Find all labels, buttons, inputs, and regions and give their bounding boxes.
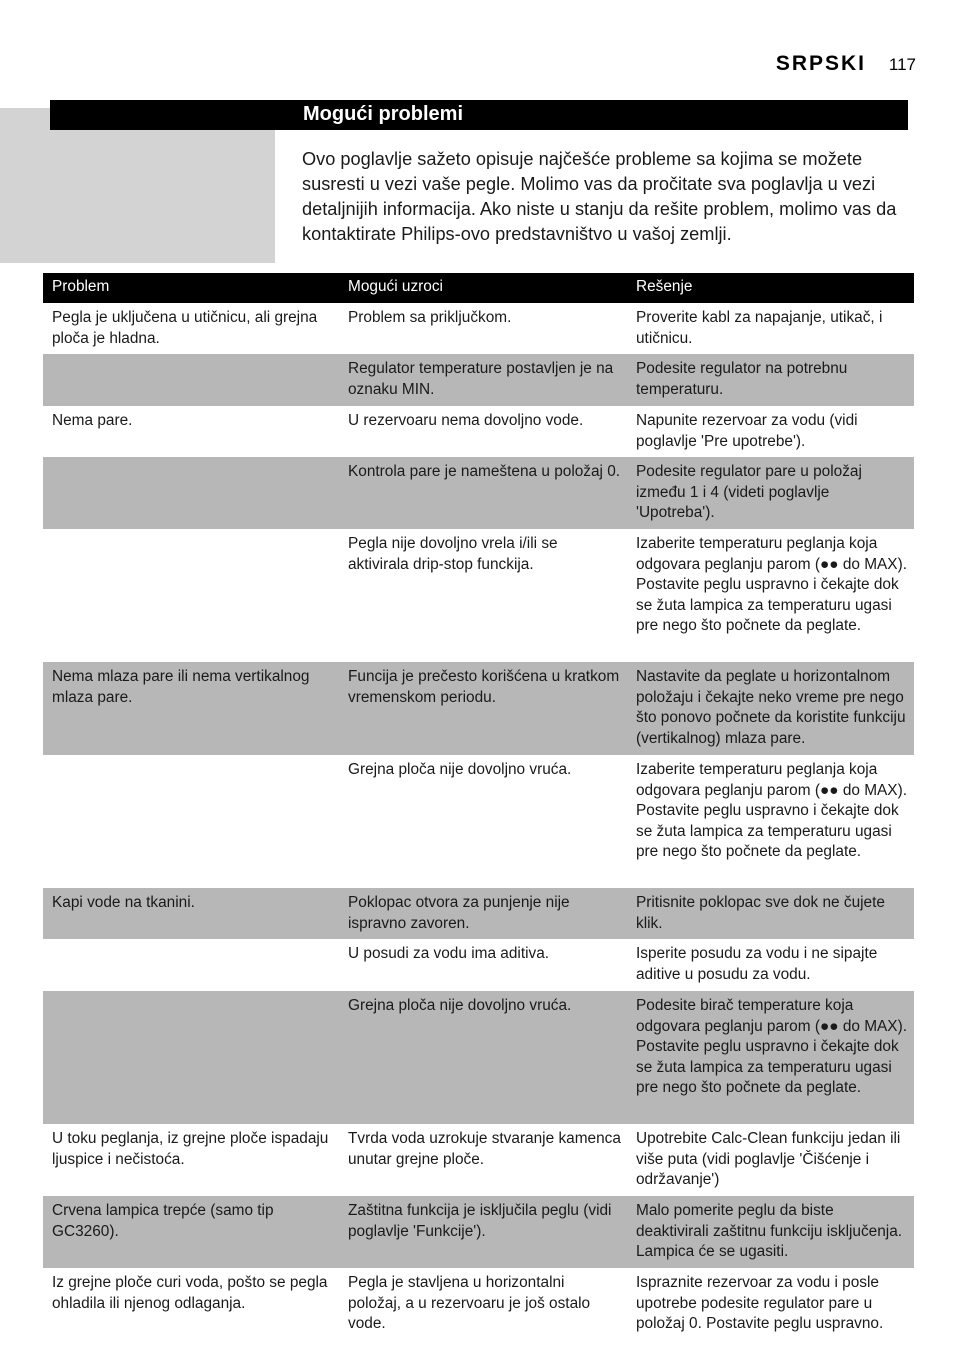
cell-problem <box>43 939 339 991</box>
table-header-row <box>43 273 914 303</box>
cell-cause: U posudi za vodu ima aditiva. <box>348 945 550 962</box>
table-row <box>43 1268 914 1340</box>
cell-problem: Iz grejne ploče curi voda, pošto se pegla ohladila ili njenog odlaganja. <box>52 1274 328 1312</box>
cell-solution: Malo pomerite peglu da biste deaktivirali zaštitnu funkciju isključenja. Lampica će se ugasiti. <box>636 1202 903 1260</box>
cell-cause: Problem sa priključkom. <box>348 309 512 326</box>
troubleshooting-table <box>43 273 914 1340</box>
table-row <box>43 939 914 991</box>
table-row <box>43 662 914 755</box>
table-row <box>43 1124 914 1196</box>
cell-solution: Izaberite temperaturu peglanja koja odgovara peglanju parom (●● do MAX). Postavite peglu uspravno i čekajte dok se žuta lampica za temperaturu ugasi pre nego što počnete da peglate. <box>636 535 907 634</box>
cell-solution: Izaberite temperaturu peglanja koja odgovara peglanju parom (●● do MAX). Postavite peglu uspravno i čekajte dok se žuta lampica za temperaturu ugasi pre nego što počnete da peglate. <box>636 761 907 860</box>
cell-solution: Napunite rezervoar za vodu (vidi poglavlje 'Pre upotrebe'). <box>636 412 858 450</box>
cell-cause: Grejna ploča nije dovoljno vruća. <box>348 997 572 1014</box>
section-title-bar <box>50 100 908 130</box>
cell-cause: Grejna ploča nije dovoljno vruća. <box>348 761 572 778</box>
cell-cause: Zaštitna funkcija je isključila peglu (vidi poglavlje 'Funkcije'). <box>348 1202 612 1240</box>
cell-cause: Tvrda voda uzrokuje stvaranje kamenca unutar grejne ploče. <box>348 1130 621 1168</box>
header-problem: Problem <box>52 278 110 295</box>
cell-problem: Kapi vode na tkanini. <box>52 894 195 911</box>
page-number: 117 <box>888 55 916 74</box>
cell-problem <box>43 755 339 888</box>
header-causes: Mogući uzroci <box>348 278 443 295</box>
cell-solution: Ispraznite rezervoar za vodu i posle upotrebe podesite regulator pare u položaj 0. Postavite peglu uspravno. <box>636 1274 884 1332</box>
cell-solution: Isperite posudu za vodu i ne sipajte aditive u posudu za vodu. <box>636 945 878 983</box>
table-row <box>43 354 914 406</box>
cell-solution: Podesite regulator pare u položaj između 1 i 4 (videti poglavlje 'Upotreba'). <box>636 463 862 521</box>
table-row <box>43 755 914 888</box>
cell-cause: Pegla nije dovoljno vrela i/ili se aktivirala drip-stop funckija. <box>348 535 558 573</box>
table-row <box>43 406 914 457</box>
cell-problem <box>43 457 339 529</box>
language-label: SRPSKI <box>775 52 866 75</box>
decorative-gray-block <box>0 108 275 263</box>
cell-problem: Nema pare. <box>52 412 133 429</box>
table-row <box>43 303 914 354</box>
cell-problem: U toku peglanja, iz grejne ploče ispadaju ljuspice i nečistoća. <box>52 1130 329 1168</box>
cell-problem: Pegla je uključena u utičnicu, ali grejna ploča je hladna. <box>52 309 318 347</box>
section-title: Mogući problemi <box>303 103 463 125</box>
cell-cause: U rezervoaru nema dovoljno vode. <box>348 412 584 429</box>
cell-cause: Pegla je stavljena u horizontalni položaj, a u rezervoaru je još ostalo vode. <box>348 1274 591 1332</box>
table-body <box>43 303 914 1340</box>
cell-solution: Proverite kabl za napajanje, utikač, i utičnicu. <box>636 309 883 347</box>
cell-solution: Podesite regulator na potrebnu temperaturu. <box>636 360 848 398</box>
cell-cause: Poklopac otvora za punjenje nije ispravno zavoren. <box>348 894 570 932</box>
cell-cause: Funcija je prečesto korišćena u kratkom vremenskom periodu. <box>348 668 620 706</box>
intro-paragraph: Ovo poglavlje sažeto opisuje najčešće probleme sa kojima se možete susresti u vezi vaše pegle. Molimo vas da pročitate sva poglavlja u vezi detaljnijih informacija. Ako niste u stanju da rešite problem, molimo vas da kontaktirate Philips-ovo predstavništvo u vašoj zemlji. <box>302 149 897 244</box>
table-row <box>43 888 914 939</box>
table-row <box>43 457 914 529</box>
cell-solution: Podesite birač temperature koja odgovara peglanju parom (●● do MAX). Postavite peglu uspravno i čekajte dok se žuta lampica za temperaturu ugasi pre nego što počnete da peglate. <box>636 997 907 1096</box>
cell-solution: Pritisnite poklopac sve dok ne čujete klik. <box>636 894 885 932</box>
cell-problem <box>43 354 339 406</box>
table-row <box>43 1196 914 1268</box>
cell-cause: Kontrola pare je nameštena u položaj 0. <box>348 463 621 480</box>
cell-problem: Nema mlaza pare ili nema vertikalnog mlaza pare. <box>52 668 310 706</box>
cell-solution: Nastavite da peglate u horizontalnom položaju i čekajte neko vreme pre nego što ponovo počnete da koristite funkciju (vertikalnog) mlaza pare. <box>636 668 906 747</box>
cell-problem <box>43 991 339 1124</box>
cell-solution: Upotrebite Calc-Clean funkciju jedan ili više puta (vidi poglavlje 'Čišćenje i održavanje') <box>636 1130 901 1188</box>
table-row <box>43 991 914 1124</box>
cell-cause: Regulator temperature postavljen je na oznaku MIN. <box>348 360 614 398</box>
table-row <box>43 529 914 662</box>
header-solution: Rešenje <box>636 278 693 295</box>
cell-problem <box>43 529 339 662</box>
cell-problem: Crvena lampica trepće (samo tip GC3260). <box>52 1202 274 1240</box>
